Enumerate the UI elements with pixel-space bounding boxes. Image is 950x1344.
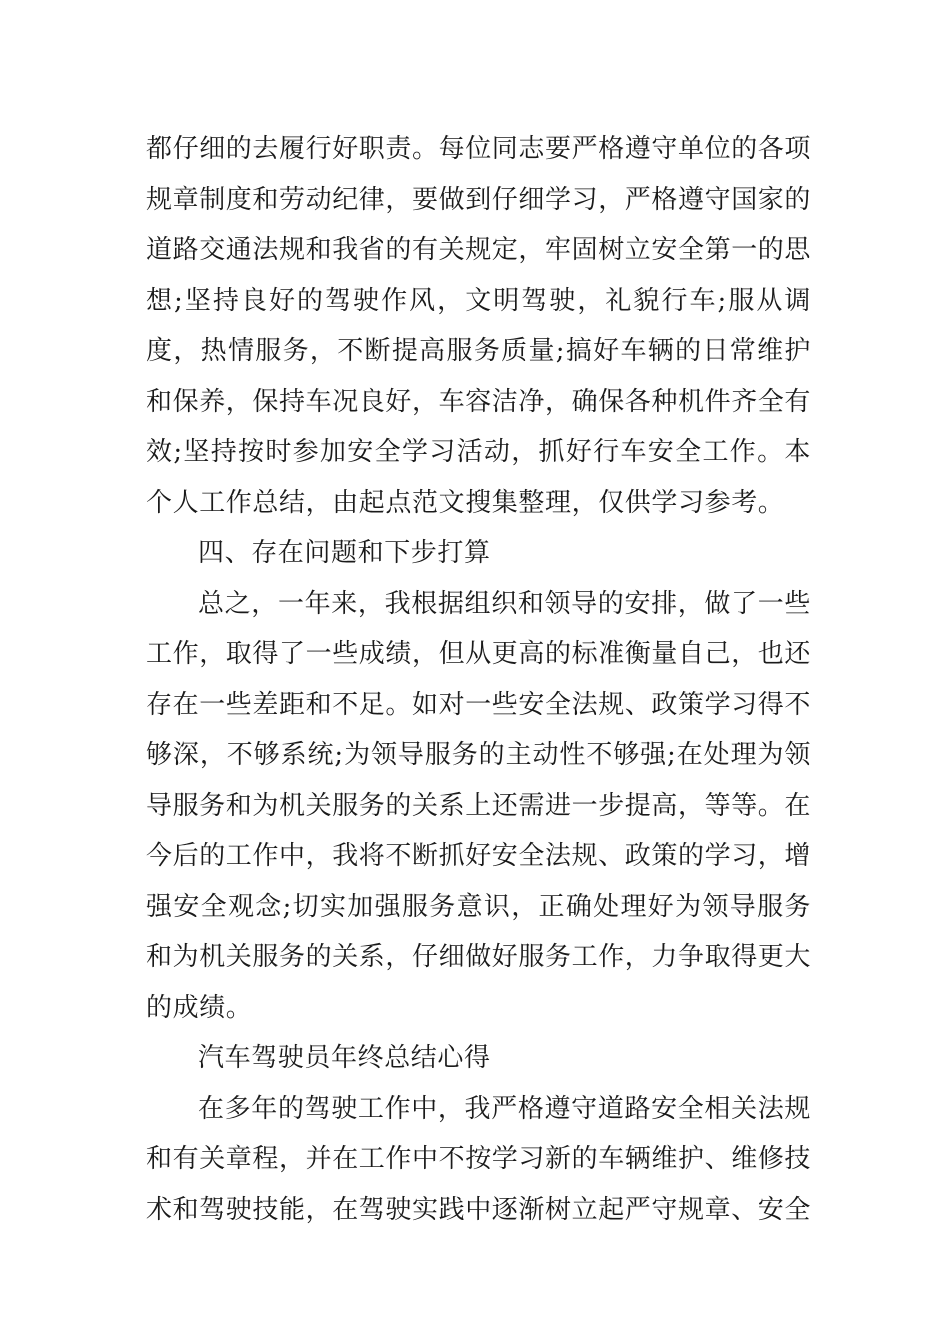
paragraph-summary: 总之，一年来，我根据组织和领导的安排，做了一些工作，取得了一些成绩，但从更高的标准衡量自己，也还存在一些差距和不足。如对一些安全法规、政策学习得不够深，不够系统;为领导服务的主动性不够强;在处理为领导服务和为机关服务的关系上还需进一步提高，等等。在今后的工作中，我将不断抓好安全法规、政策的学习，增强安全观念;切实加强服务意识，正确处理好为领导服务和为机关服务的关系，仔细做好服务工作，力争取得更大的成绩。 xyxy=(146,588,812,1023)
section-heading-problems-plans: 四、存在问题和下步打算 xyxy=(198,538,491,568)
paragraph-driving-experience: 在多年的驾驶工作中，我严格遵守道路安全相关法规和有关章程，并在工作中不按学习新的车辆维护、维修技术和驾驶技能，在驾驶实践中逐渐树立起严守规章、安全 xyxy=(146,1093,812,1225)
document-body xyxy=(146,124,811,1235)
article-title-driver-summary: 汽车驾驶员年终总结心得 xyxy=(198,1043,491,1073)
paragraph-duties: 都仔细的去履行好职责。每位同志要严格遵守单位的各项规章制度和劳动纪律，要做到仔细学习，严格遵守国家的道路交通法规和我省的有关规定，牢固树立安全第一的思想;坚持良好的驾驶作风，文明驾驶，礼貌行车;服从调度，热情服务，不断提高服务质量;搞好车辆的日常维护和保养，保持车况良好，车容洁净，确保各种机件齐全有效;坚持按时参加安全学习活动，抓好行车安全工作。本个人工作总结，由起点范文搜集整理，仅供学习参考。 xyxy=(146,134,812,518)
